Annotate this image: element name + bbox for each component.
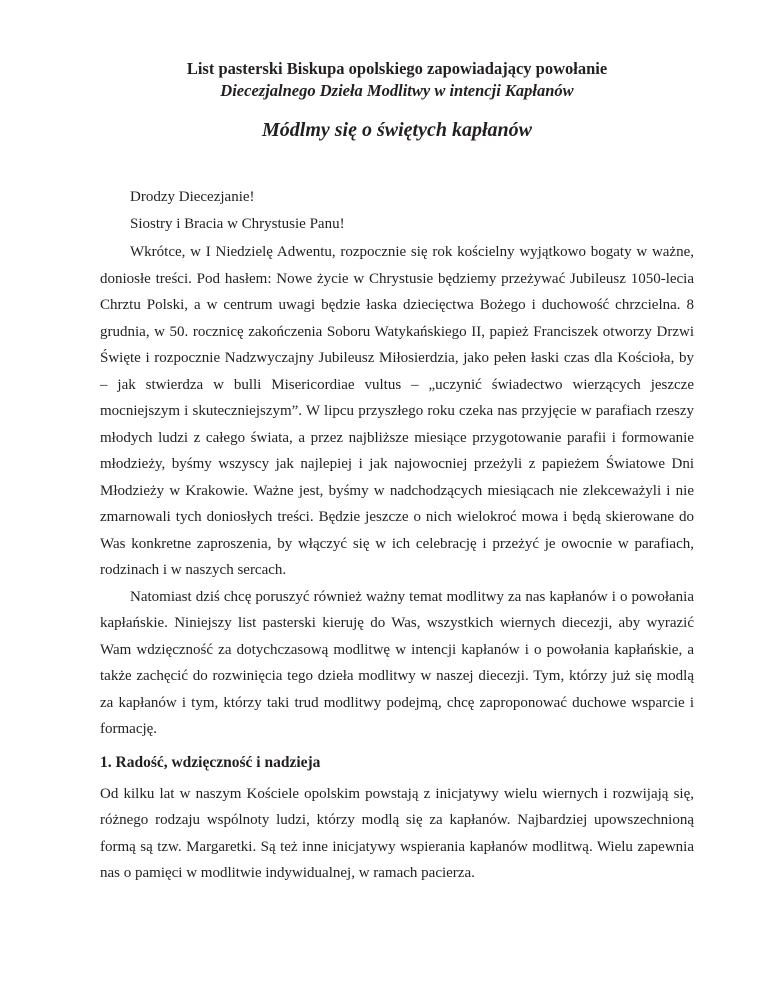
letter-motto: Módlmy się o świętych kapłanów [262,119,532,141]
document-page [100,58,694,887]
greetings [100,184,694,237]
paragraph-2: Natomiast dziś chcę poruszyć również ważny temat modlitwy za nas kapłanów i o powołania kapłańskie. Niniejszy list pasterski kieruję do Was, wszystkich wiernych diecezji, aby wyrazić Wam wdzięczność za dotychczasową modlitwę w intencji kapłanów i o powołania kapłańskie, a także zachęcić do rozwinięcia tego dzieła modlitwy w naszej diecezji. Tym, którzy już się modlą za kapłanów i tym, którzy taki trud modlitwy podejmą, chcę zaproponować duchowe wsparcie i formację. [100,588,694,737]
paragraph-1: Wkrótce, w I Niedzielę Adwentu, rozpocznie się rok kościelny wyjątkowo bogaty w ważne, doniosłe treści. Pod hasłem: Nowe życie w Chrystusie będziemy przeżywać Jubileusz 1050-lecia Chrztu Polski, a w centrum uwagi będzie łaska dziecięctwa Bożego i duchowość chrzcielna. 8 grudnia, w 50. rocznicę zakończenia Soboru Watykańskiego II, papież Franciszek otworzy Drzwi Święte i rozpocznie Nadzwyczajny Jubileusz Miłosierdzia, jako pełen łaski czas dla Kościoła, by – jak stwierdza w bulli Misericordiae vultus – „uczynić świadectwo wierzących jeszcze mocniejszym i skuteczniejszym”. W lipcu przyszłego roku czeka nas przyjęcie w parafiach rzeszy młodych ludzi z całego świata, a przez najbliższe miesiące przygotowanie parafii i formowanie młodzieży, byśmy wszyscy jak najlepiej i jak najowocniej przeżyli z papieżem Światowe Dni Młodzieży w Krakowie. Ważne jest, byśmy w nadchodzących miesiącach nie zlekceważyli i nie zmarnowali tych doniosłych treści. Będzie jeszcze o nich wielokroć mowa i będą skierowane do Was konkretne zaproszenia, by włączyć się w ich celebrację i przeżyć je owocnie w parafiach, rodzinach i w naszych sercach. [100,244,694,578]
greeting-line-2: Siostry i Bracia w Chrystusie Panu! [130,215,345,232]
letter-subtitle: Diecezjalnego Dzieła Modlitwy w intencji Kapłanów [220,81,574,100]
greeting-line-1: Drodzy Diecezjanie! [130,189,255,205]
section-heading-1: 1. Radość, wdzięczność i nadzieja [100,753,321,771]
document-header [100,58,694,144]
paragraph-3: Od kilku lat w naszym Kościele opolskim powstają z inicjatywy wielu wiernych i rozwijają się, różnego rodzaju wspólnoty ludzi, którzy modlą się za kapłanów. Najbardziej upowszechnioną formą są tzw. Margaretki. Są też inne inicjatywy wspierania kapłanów modlitwą. Wielu zapewnia nas o pamięci w modlitwie indywidualnej, w ramach pacierza. [100,785,694,881]
letter-title: List pasterski Biskupa opolskiego zapowiadający powołanie [186,59,608,78]
